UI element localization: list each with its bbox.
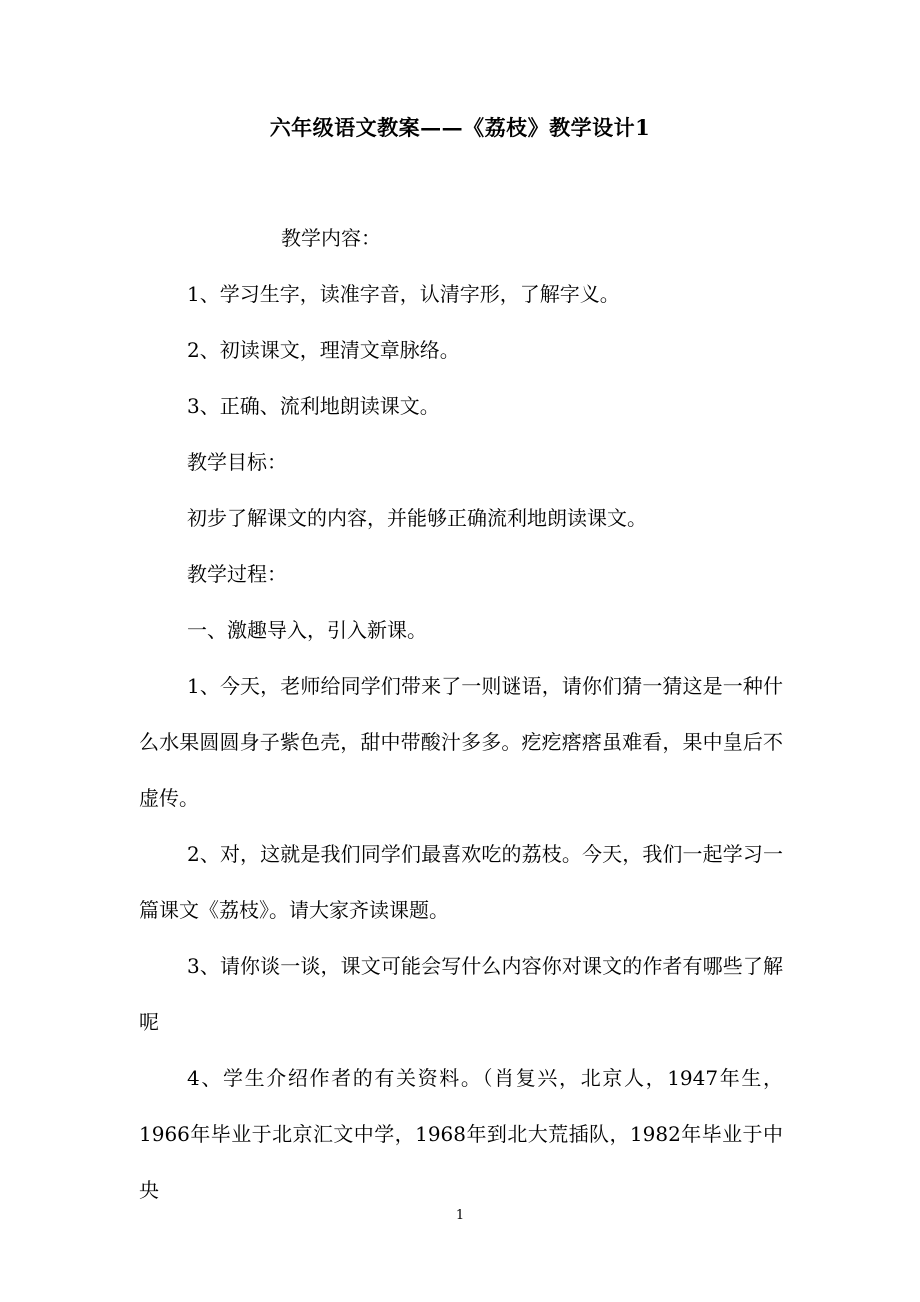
- document-title: 六年级语文教案——《荔枝》教学设计1: [269, 115, 651, 140]
- text-line: 2、初读课文，理清文章脉络。: [187, 338, 460, 362]
- text-line: 一、激趣导入，引入新课。: [187, 618, 427, 642]
- text-line: 1、学习生字，读准字音，认清字形，了解字义。: [187, 282, 620, 306]
- paragraph: 2、对，这就是我们同学们最喜欢吃的荔枝。今天，我们一起学习一篇课文《荔枝》。请大家齐读课题。: [139, 842, 783, 922]
- text-line: 初步了解课文的内容，并能够正确流利地朗读课文。: [187, 506, 647, 530]
- text-line: 教学过程：: [187, 562, 287, 586]
- text-line: 教学目标：: [187, 450, 287, 474]
- page-number: 1: [455, 1208, 465, 1223]
- text-line: 教学内容：: [281, 226, 381, 250]
- paragraph: 3、请你谈一谈，课文可能会写什么内容你对课文的作者有哪些了解呢: [139, 954, 783, 1034]
- paragraph: 4、学生介绍作者的有关资料。（肖复兴，北京人，1947年生，1966年毕业于北京汇文中学，1968年到北大荒插队，1982年毕业于中央: [139, 1066, 783, 1202]
- text-line: 3、正确、流利地朗读课文。: [187, 394, 440, 418]
- paragraph: 1、今天，老师给同学们带来了一则谜语，请你们猜一猜这是一种什么水果圆圆身子紫色壳，甜中带酸汁多多。疙疙瘩瘩虽难看，果中皇后不虚传。: [139, 674, 783, 810]
